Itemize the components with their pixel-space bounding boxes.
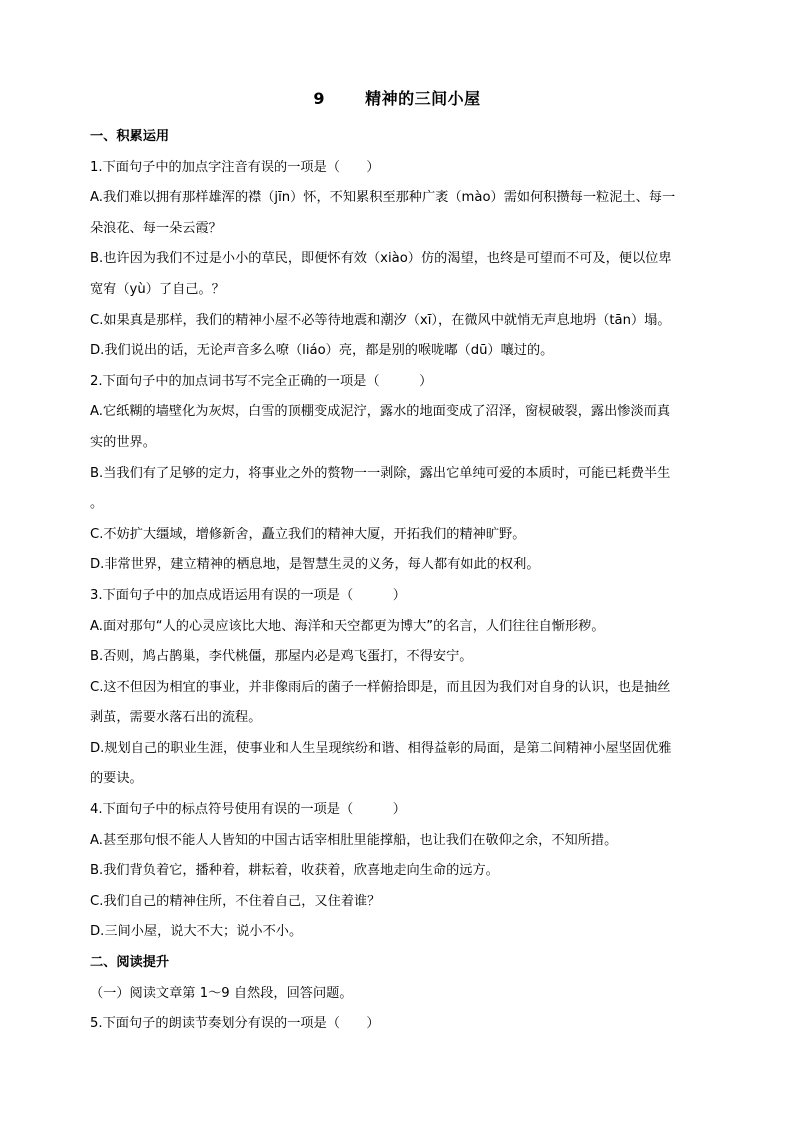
question-1-option-a-cont: 朵浪花、每一朵云霞？	[90, 220, 222, 236]
question-2-option-a-cont: 实的世界。	[90, 434, 156, 450]
question-2-option-d: D.非常世界，建立精神的栖息地，是智慧生灵的义务，每人都有如此的权利。	[90, 557, 540, 573]
question-1-option-c: C.如果真是那样，我们的精神小屋不必等待地震和潮汐（xī），在微风中就悄无声息地坍（tān）塌。	[90, 312, 671, 328]
section-heading-accumulation: 一、积累运用	[90, 129, 170, 144]
lesson-title: 精神的三间小屋	[365, 89, 481, 108]
question-5-stem: 5.下面句子的朗读节奏划分有误的一项是（ ）	[90, 1016, 380, 1032]
question-2-option-b: B.当我们有了足够的定力，将事业之外的赘物一一剥除，露出它单纯可爱的本质时，可能已耗费半生	[90, 465, 671, 481]
question-3-option-b: B.否则，鸠占鹊巢，李代桃僵，那屋内必是鸡飞蛋打，不得安宁。	[90, 649, 473, 665]
reading-instruction: （一）阅读文章第 1～9 自然段，回答问题。	[90, 985, 353, 1001]
question-4-option-d: D.三间小屋，说大不大；说小不小。	[90, 924, 303, 940]
question-1-option-a: A.我们难以拥有那样雄浑的襟（jīn）怀，不知累积至那种广袤（mào）需如何积攒每一粒泥土、每一	[90, 190, 676, 206]
question-2-stem: 2.下面句子中的加点词书写不完全正确的一项是（ ）	[90, 373, 433, 389]
question-1-option-b: B.也许因为我们不过是小小的草民，即便怀有效（xiào）仿的渴望，也终是可望而不可及，便以位卑	[90, 251, 672, 267]
question-3-option-d: D.规划自己的职业生涯，使事业和人生呈现缤纷和谐、相得益彰的局面，是第二间精神小屋坚固优雅	[90, 740, 672, 756]
question-2-option-a: A.它纸糊的墙壁化为灰烬，白雪的顶棚变成泥泞，露水的地面变成了沼泽，窗棂破裂，露出惨淡而真	[90, 404, 671, 420]
question-3-stem: 3.下面句子中的加点成语运用有误的一项是（ ）	[90, 587, 406, 603]
question-3-option-a: A.面对那句“人的心灵应该比大地、海洋和天空都更为博大”的名言，人们往往自惭形秽。	[90, 618, 605, 634]
question-2-option-c: C.不妨扩大缰域，增修新舍，矗立我们的精神大厦，开拓我们的精神旷野。	[90, 526, 526, 542]
question-3-option-c: C.这不但因为相宜的事业，并非像雨后的菌子一样俯拾即是，而且因为我们对自身的认识，也是抽丝	[90, 679, 671, 695]
question-1-option-b-cont: 宽宥（yù）了自己。？	[90, 281, 225, 297]
question-4-option-c: C.我们自己的精神住所，不住着自己，又住着谁？	[90, 893, 381, 909]
section-heading-reading: 二、阅读提升	[90, 955, 170, 971]
page-title	[0, 86, 794, 109]
question-4-stem: 4.下面句子中的标点符号使用有误的一项是（ ）	[90, 802, 406, 818]
question-4-option-b: B.我们背负着它，播种着，耕耘着，收获着，欣喜地走向生命的远方。	[90, 863, 499, 879]
question-3-option-d-cont: 的要诀。	[90, 771, 143, 787]
question-3-option-c-cont: 剥茧，需要水落石出的流程。	[90, 710, 262, 726]
lesson-number: 9	[313, 89, 326, 108]
document-body	[90, 122, 706, 1040]
question-2-option-b-cont: 。	[90, 496, 104, 512]
question-4-option-a: A.甚至那句恨不能人人皆知的中国古话宰相肚里能撑船，也让我们在敬仰之余，不知所措。	[90, 832, 618, 848]
question-1-option-d: D.我们说出的话，无论声音多么嘹（liáo）亮，都是别的喉咙嘟（dū）嚷过的。	[90, 343, 554, 359]
question-1-stem: 1.下面句子中的加点字注音有误的一项是（ ）	[90, 159, 380, 175]
